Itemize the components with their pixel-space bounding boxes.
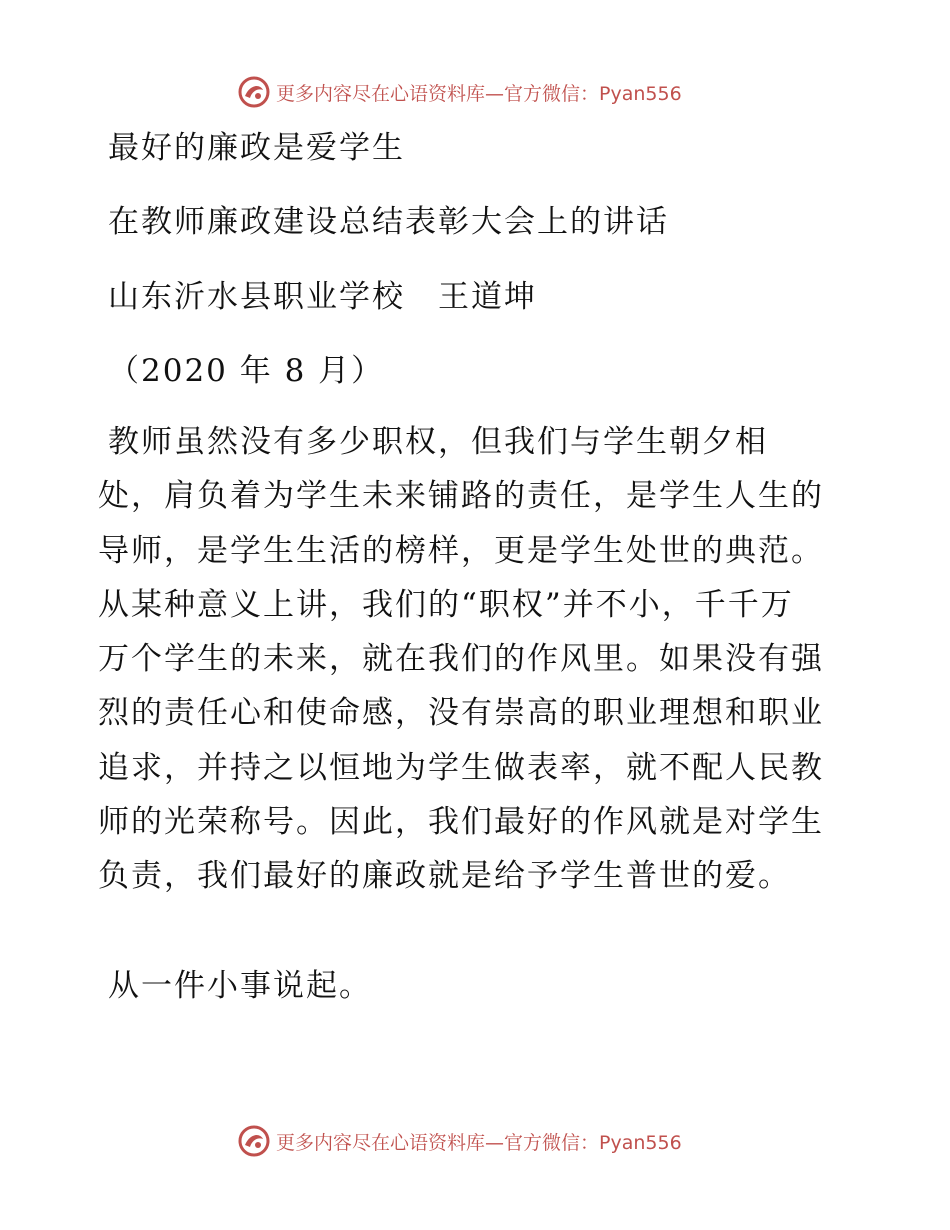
document-title: 最好的廉政是爱学生 [108, 130, 405, 166]
paragraph-line: 教师虽然没有多少职权，但我们与学生朝夕相 [108, 424, 768, 460]
footer-watermark-banner [236, 1121, 682, 1161]
watermark-text: 更多内容尽在心语资料库—官方微信：Pyan556 [276, 1131, 682, 1154]
paragraph-line: 追求，并持之以恒地为学生做表率，就不配人民教 [98, 749, 824, 786]
document-subtitle: 在教师廉政建设总结表彰大会上的讲话 [108, 204, 669, 240]
red-swirl-logo-icon [236, 74, 272, 110]
paragraph-line: 烈的责任心和使命感，没有崇高的职业理想和职业 [98, 695, 824, 732]
paragraph-line: 从某种意义上讲，我们的“职权”并不小，千千万 [98, 586, 794, 623]
paragraph-line: 导师，是学生生活的榜样，更是学生处世的典范。 [98, 532, 824, 569]
date-line: （2020 年 8 月） [108, 353, 385, 389]
author-line: 山东沂水县职业学校 王道坤 [108, 279, 537, 315]
header-watermark-banner [236, 72, 682, 112]
paragraph-line: 万个学生的未来，就在我们的作风里。如果没有强 [98, 641, 824, 678]
paragraph-line: 处，肩负着为学生未来铺路的责任，是学生人生的 [98, 478, 824, 515]
watermark-text: 更多内容尽在心语资料库—官方微信：Pyan556 [276, 82, 682, 105]
body-paragraph [98, 422, 856, 911]
paragraph-line: 师的光荣称号。因此，我们最好的作风就是对学生 [98, 804, 824, 841]
red-swirl-logo-icon [236, 1123, 272, 1159]
paragraph-line: 负责，我们最好的廉政就是给予学生普世的爱。 [98, 858, 791, 895]
closing-line: 从一件小事说起。 [108, 968, 372, 1004]
